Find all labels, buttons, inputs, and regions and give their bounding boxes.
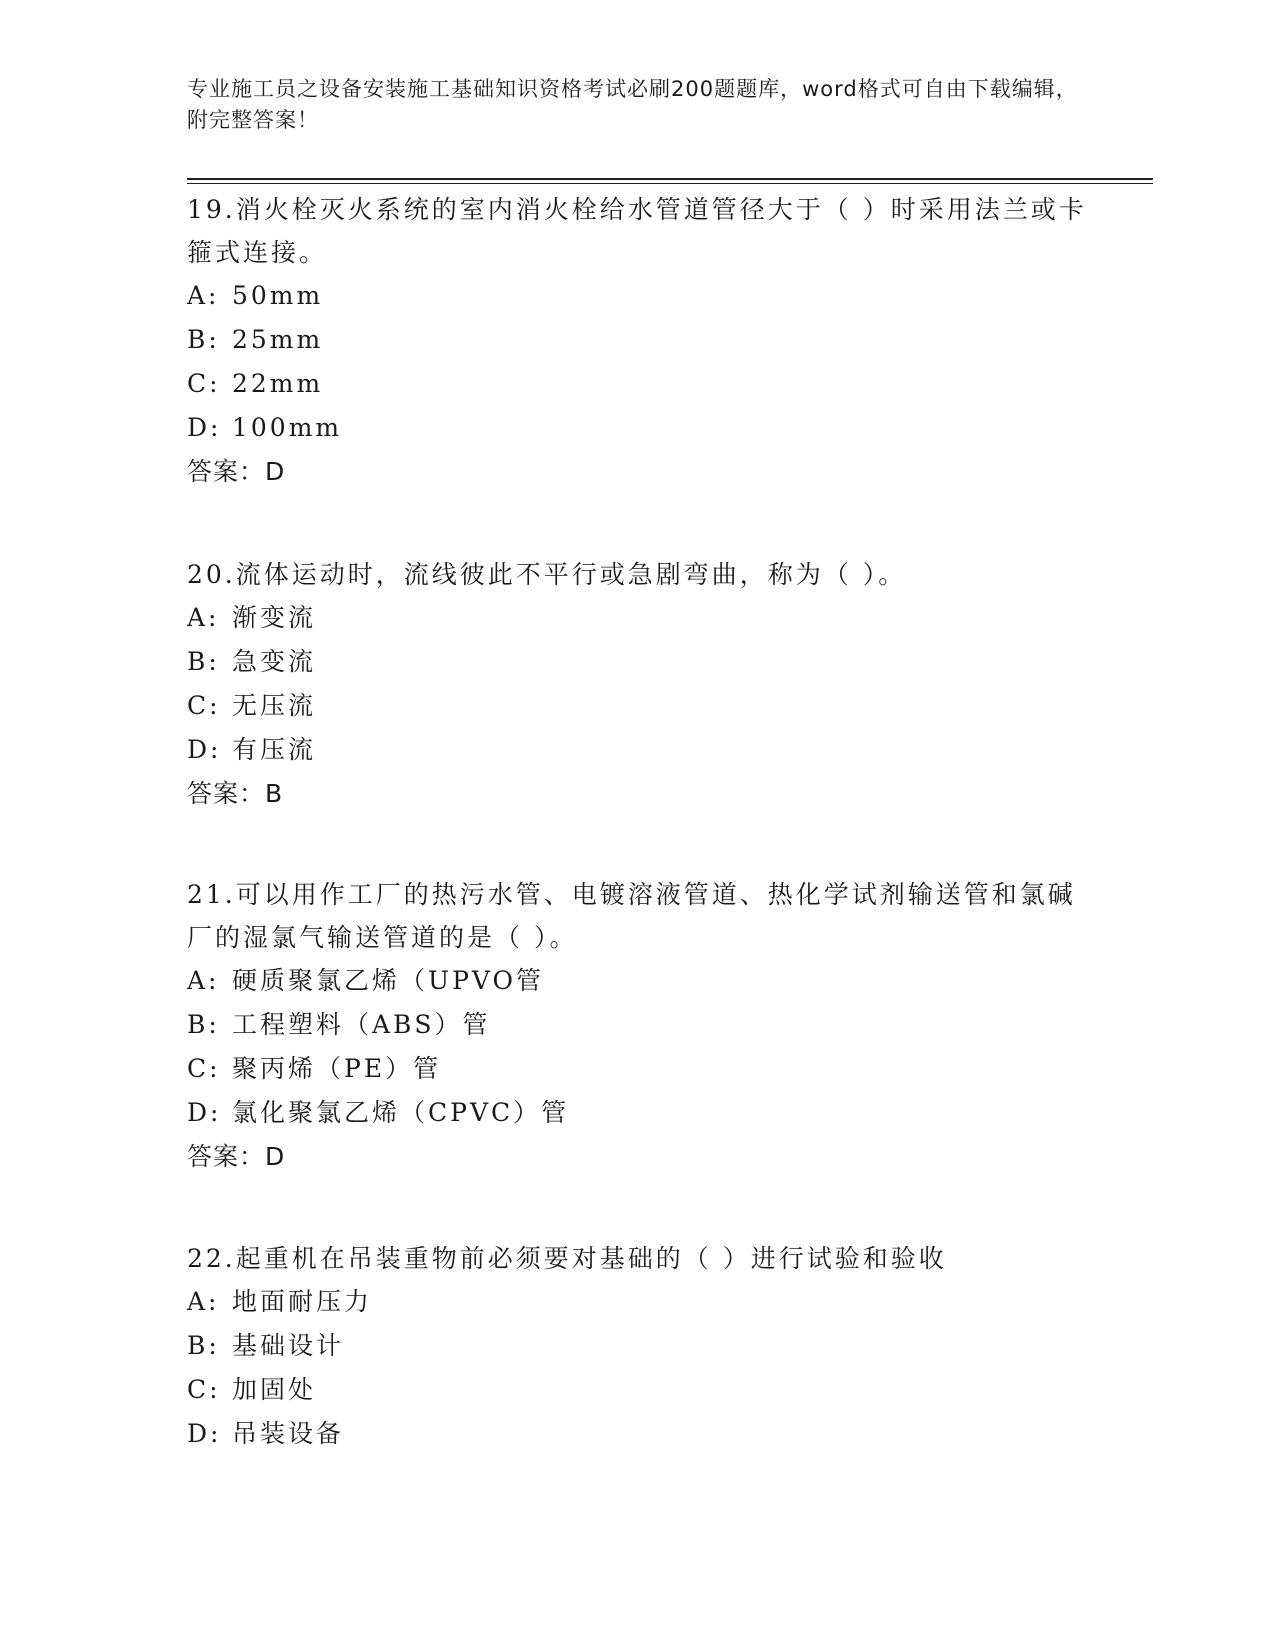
- option-text: 工程塑料（ABS）管: [232, 1010, 491, 1039]
- document-header: 专业施工员之设备安装施工基础知识资格考试必刷200题题库，word格式可自由下载编辑，附完整答案！: [187, 77, 1078, 132]
- option-d: [187, 406, 1087, 450]
- option-letter: A:: [187, 603, 220, 632]
- option-letter: C:: [187, 691, 221, 720]
- question-text: 19.消火栓灭火系统的室内消火栓给水管道管径大于（ ）时采用法兰或卡箍式连接。: [187, 195, 1087, 267]
- option-b: [187, 1324, 1087, 1368]
- option-letter: D:: [187, 413, 222, 442]
- option-c: [187, 1047, 1087, 1091]
- option-text: 无压流: [232, 691, 317, 720]
- header-divider-thin: [187, 183, 1153, 184]
- answer-line: 答案：D: [187, 1142, 286, 1171]
- option-b: [187, 1003, 1087, 1047]
- option-text: 聚丙烯（PE）管: [232, 1054, 442, 1083]
- option-a: [187, 596, 1087, 640]
- option-text: 硬质聚氯乙烯（UPVO管: [232, 966, 545, 995]
- answer-line: 答案：B: [187, 779, 284, 808]
- option-b: [187, 318, 1087, 362]
- option-text: 22mm: [232, 369, 324, 398]
- option-letter: B:: [187, 1010, 220, 1039]
- question-20: [187, 553, 1087, 816]
- option-c: [187, 684, 1087, 728]
- question-22: [187, 1237, 1087, 1456]
- option-text: 氯化聚氯乙烯（CPVC）管: [232, 1098, 570, 1127]
- option-text: 地面耐压力: [232, 1287, 373, 1316]
- option-a: [187, 1280, 1087, 1324]
- option-text: 50mm: [232, 281, 324, 310]
- option-d: [187, 728, 1087, 772]
- option-c: [187, 362, 1087, 406]
- option-letter: A:: [187, 966, 220, 995]
- option-letter: B:: [187, 647, 220, 676]
- option-text: 基础设计: [232, 1331, 345, 1360]
- option-text: 渐变流: [232, 603, 317, 632]
- option-letter: A:: [187, 281, 220, 310]
- option-letter: D:: [187, 735, 222, 764]
- question-21: [187, 873, 1087, 1179]
- option-text: 25mm: [232, 325, 324, 354]
- option-letter: C:: [187, 369, 221, 398]
- option-b: [187, 640, 1087, 684]
- option-text: 吊装设备: [232, 1419, 345, 1448]
- option-a: [187, 274, 1087, 318]
- option-d: [187, 1412, 1087, 1456]
- header-divider-thick: [187, 178, 1153, 180]
- option-d: [187, 1091, 1087, 1135]
- question-19: [187, 188, 1087, 494]
- option-text: 100mm: [232, 413, 343, 442]
- option-letter: C:: [187, 1375, 221, 1404]
- option-letter: D:: [187, 1419, 222, 1448]
- question-text: 21.可以用作工厂的热污水管、电镀溶液管道、热化学试剂输送管和氯碱厂的湿氯气输送管道的是（ ）。: [187, 880, 1076, 952]
- option-letter: A:: [187, 1287, 220, 1316]
- answer-line: 答案：D: [187, 457, 286, 486]
- option-letter: C:: [187, 1054, 221, 1083]
- option-text: 加固处: [232, 1375, 317, 1404]
- option-a: [187, 959, 1087, 1003]
- option-text: 急变流: [232, 647, 317, 676]
- option-letter: B:: [187, 325, 220, 354]
- option-letter: B:: [187, 1331, 220, 1360]
- option-text: 有压流: [232, 735, 317, 764]
- option-letter: D:: [187, 1098, 222, 1127]
- option-c: [187, 1368, 1087, 1412]
- question-text: 22.起重机在吊装重物前必须要对基础的（ ）进行试验和验收: [187, 1244, 947, 1273]
- question-text: 20.流体运动时，流线彼此不平行或急剧弯曲，称为（ ）。: [187, 560, 907, 589]
